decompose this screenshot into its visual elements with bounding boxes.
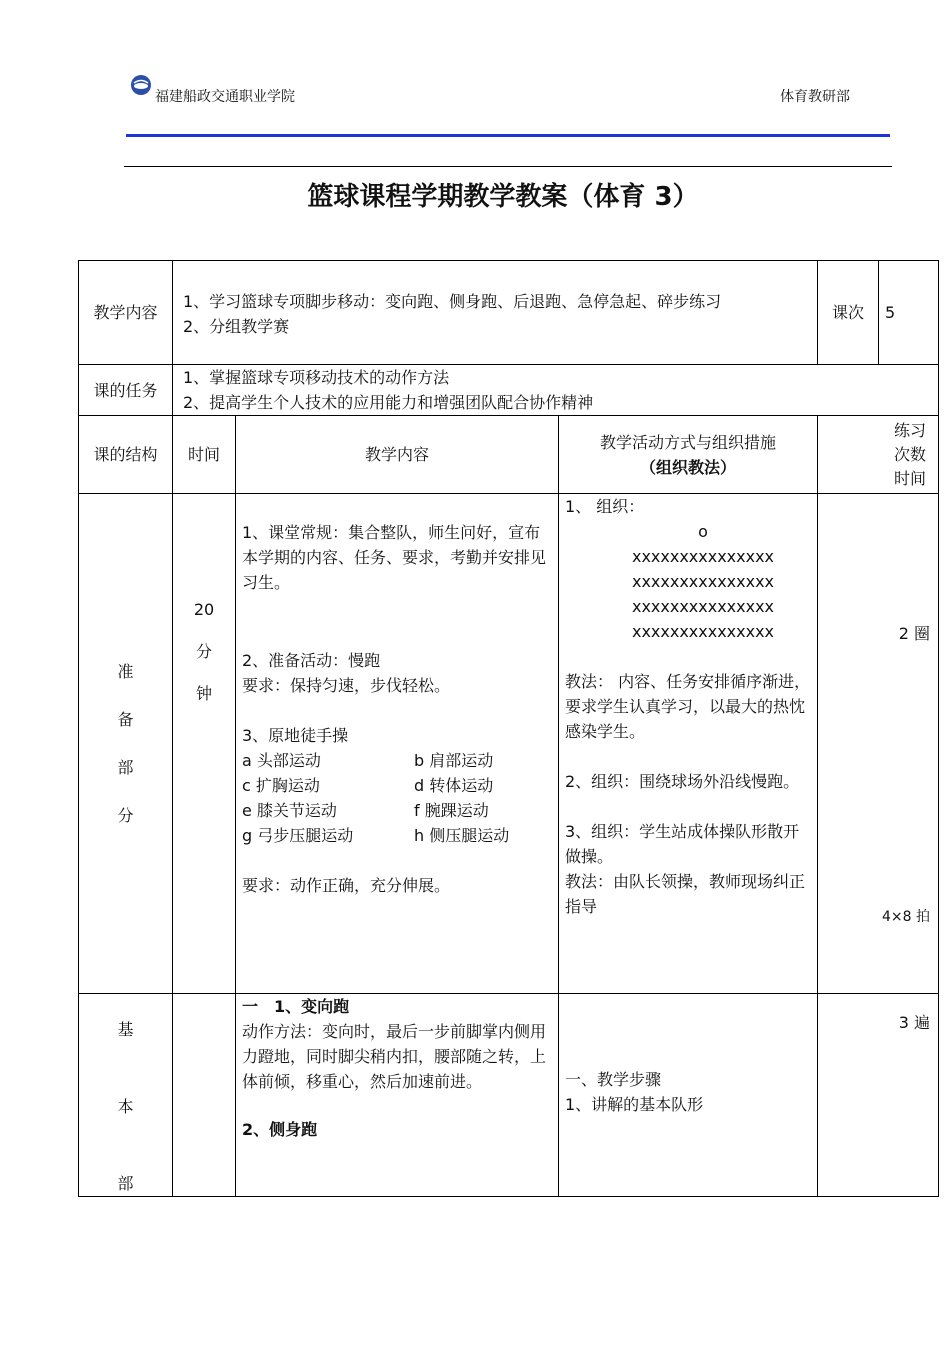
header-practice: 练习次数时间 [818,416,939,494]
teaching-content-text [173,261,818,365]
basic-label [79,994,173,1197]
prep-char-3: 部 [117,758,134,777]
school-name: 福建船政交通职业学院 [155,89,295,105]
row-teaching-content [79,261,939,365]
header-time: 时间 [173,416,236,494]
prep-time-num: 20 [193,600,215,619]
prep-char-2: 备 [117,710,134,729]
lesson-task-line1: 1、掌握篮球专项移动技术的动作方法 [183,368,450,387]
header-method [559,416,818,494]
row-basic [79,994,939,1197]
exercise-row-3: e 膝关节运动 f 腕踝运动 [242,801,489,820]
row-lesson-task [79,365,939,416]
teaching-content-line2: 2、分组教学赛 [183,317,290,336]
basic-method-l1: 一、教学步骤 [565,1070,662,1089]
label-lesson-number: 课次 [818,261,879,365]
basic-char-2: 本 [117,1097,134,1116]
preparation-time [173,494,236,994]
prep-content-p3: 3、原地徒手操 [242,726,349,745]
prep-content-req: 要求：动作正确，充分伸展。 [242,876,451,895]
basic-method-l2: 1、讲解的基本队形 [565,1095,704,1114]
header-content: 教学内容 [236,416,559,494]
basic-time [173,994,236,1197]
basic-content-p1: 动作方法：变向时，最后一步前脚掌内侧用力蹬地，同时脚尖稍内扣，腰部随之转，上体前倾，移重心，然后加速前进。 [242,1022,547,1091]
formation-diagram: o xxxxxxxxxxxxxxx xxxxxxxxxxxxxxx xxxxxxxxxxxxxxx xxxxxxxxxxxxxxx [631,522,775,641]
prep-method-teach3: 教法：由队长领操，教师现场纠正指导 [565,872,806,916]
header-method-line1: 教学活动方式与组织措施 [599,432,776,452]
prep-time-unit1: 分 [195,642,212,661]
basic-method [559,994,818,1197]
lesson-task-text [173,365,939,416]
header-method-line2: （组织教法） [639,457,736,477]
preparation-content [236,494,559,994]
basic-char-3: 部 [117,1174,134,1193]
prep-content-p2a: 2、准备活动：慢跑 [242,651,381,670]
exercise-row-1: a 头部运动 b 肩部运动 [242,751,494,770]
school-logo-icon [130,74,152,96]
practice-beats: 4×8 拍 [882,909,930,925]
basic-practice [818,994,939,1197]
preparation-method [559,494,818,994]
lesson-task-line2: 2、提高学生个人技术的应用能力和增强团队配合协作精神 [183,393,594,412]
row-column-headers [79,416,939,494]
prep-method-org2: 2、组织：围绕球场外沿线慢跑。 [565,772,800,791]
prep-char-4: 分 [117,806,134,825]
document-title: 篮球课程学期教学教案（体育 3） [307,182,699,212]
prep-char-1: 准 [117,662,134,681]
basic-content [236,994,559,1197]
basic-content-h1: 一 1、变向跑 [242,997,350,1016]
lesson-plan-table [78,260,939,1197]
prep-method-org3: 3、组织：学生站成体操队形散开做操。 [565,822,800,866]
header-rule-blue [126,134,890,137]
prep-time-unit2: 钟 [195,684,212,703]
preparation-label [79,494,173,994]
label-teaching-content: 教学内容 [79,261,173,365]
department-name: 体育教研部 [780,89,850,105]
row-preparation [79,494,939,994]
practice-reps: 3 遍 [898,1013,930,1032]
prep-method-teach1: 教法： 内容、任务安排循序渐进，要求学生认真学习，以最大的热忱感染学生。 [565,672,811,741]
teaching-content-line1: 1、学习篮球专项脚步移动：变向跑、侧身跑、后退跑、急停急起、碎步练习 [183,292,722,311]
practice-laps: 2 圈 [898,624,930,643]
prep-method-org1: 1、 组织： [565,497,645,516]
prep-content-p1: 1、课堂常规：集合整队，师生问好，宣布本学期的内容、任务、要求，考勤并安排见习生。 [242,523,547,592]
exercise-row-4: g 弓步压腿运动 h 侧压腿运动 [242,826,510,845]
basic-content-h2: 2、侧身跑 [242,1120,318,1139]
prep-content-p2b: 要求：保持匀速，步伐轻松。 [242,676,451,695]
label-lesson-task: 课的任务 [79,365,173,416]
basic-char-1: 基 [117,1020,134,1039]
exercise-row-2: c 扩胸运动 d 转体运动 [242,776,494,795]
header-structure: 课的结构 [79,416,173,494]
preparation-practice [818,494,939,994]
lesson-number-value: 5 [879,261,939,365]
header-rule-black [124,166,892,167]
